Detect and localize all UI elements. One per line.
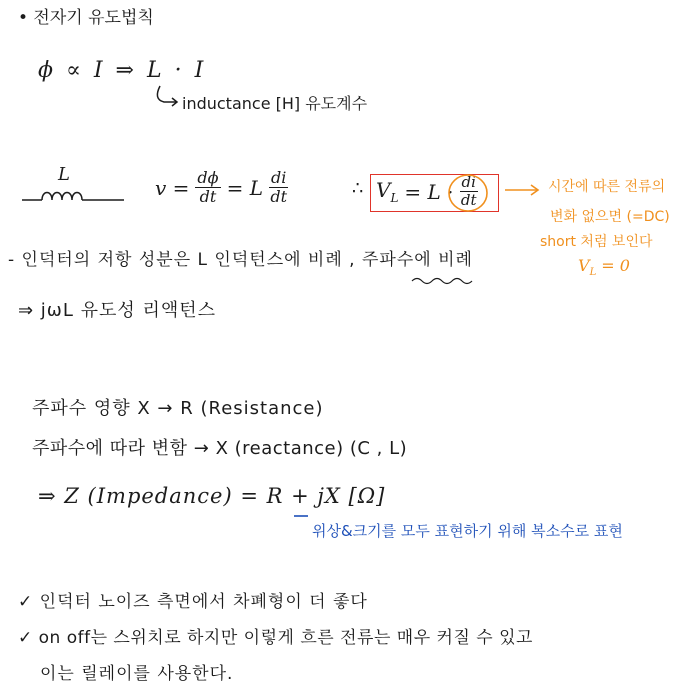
orange-note-line4: $V_L = 0$: [578, 256, 630, 279]
therefore-symbol: ∴: [352, 178, 364, 199]
check-line-3: 이는 릴레이를 사용한다.: [40, 664, 234, 684]
orange-circle-highlight: [446, 172, 496, 216]
freq-r-line: 주파수 영향 X → R (Resistance): [32, 398, 324, 419]
orange-arrow-icon: [503, 180, 543, 200]
eq-di-dt: [269, 170, 288, 205]
eq-di-den: dt: [270, 187, 287, 206]
eq-dphi-den: dt: [199, 187, 217, 206]
eq-dphi-dt: [195, 170, 220, 205]
vl-mid: = L ·: [404, 179, 454, 204]
orange-note-line2: 변화 없으면 (=DC): [550, 209, 670, 225]
vl-lhs: $V_L$: [376, 177, 399, 205]
eq-dphi-num: dϕ: [197, 168, 219, 187]
check-line-2: ✓ on off는 스위치로 하지만 이렇게 흐른 전류는 매우 커질 수 있고: [18, 628, 533, 648]
blue-underline: [292, 510, 312, 520]
inductor-label: L: [58, 164, 70, 185]
squiggle-underline: [412, 276, 482, 286]
freq-x-line: 주파수에 따라 변함 → X (reactance) (C , L): [32, 438, 408, 459]
inductor-coil-icon: [22, 178, 132, 208]
inductor-resistance-line: - 인덕터의 저항 성분은 L 인덕턴스에 비례 , 주파수에 비례: [8, 250, 473, 270]
eq-v: [155, 170, 288, 205]
heading: • 전자기 유도법칙: [18, 8, 154, 28]
eq-di-num: di: [270, 168, 287, 187]
vl-sub: L: [390, 190, 399, 205]
eq-eq-L: = L: [226, 175, 263, 200]
inductance-note: inductance [H] 유도계수: [182, 94, 368, 113]
check-line-1: ✓ 인덕터 노이즈 측면에서 차폐형이 더 좋다: [18, 592, 368, 612]
hook-arrow-icon: [152, 84, 182, 124]
eq-v-lhs: v =: [155, 175, 190, 200]
jwl-line: ⇒ jωL 유도성 리액턴스: [18, 300, 217, 321]
orange-note-line1: 시간에 따른 전류의: [548, 179, 666, 195]
impedance-line: ⇒ Z (Impedance) = R + jX [Ω]: [38, 484, 386, 508]
vl-frac-num: di: [461, 173, 476, 191]
vl-frac-den: dt: [460, 191, 477, 209]
eq-flux: ϕ ∝ I ⇒ L · I: [38, 58, 207, 83]
blue-note: 위상&크기를 모두 표현하기 위해 복소수로 표현: [312, 522, 623, 540]
orange-note-line3: short 처럼 보인다: [540, 234, 653, 250]
